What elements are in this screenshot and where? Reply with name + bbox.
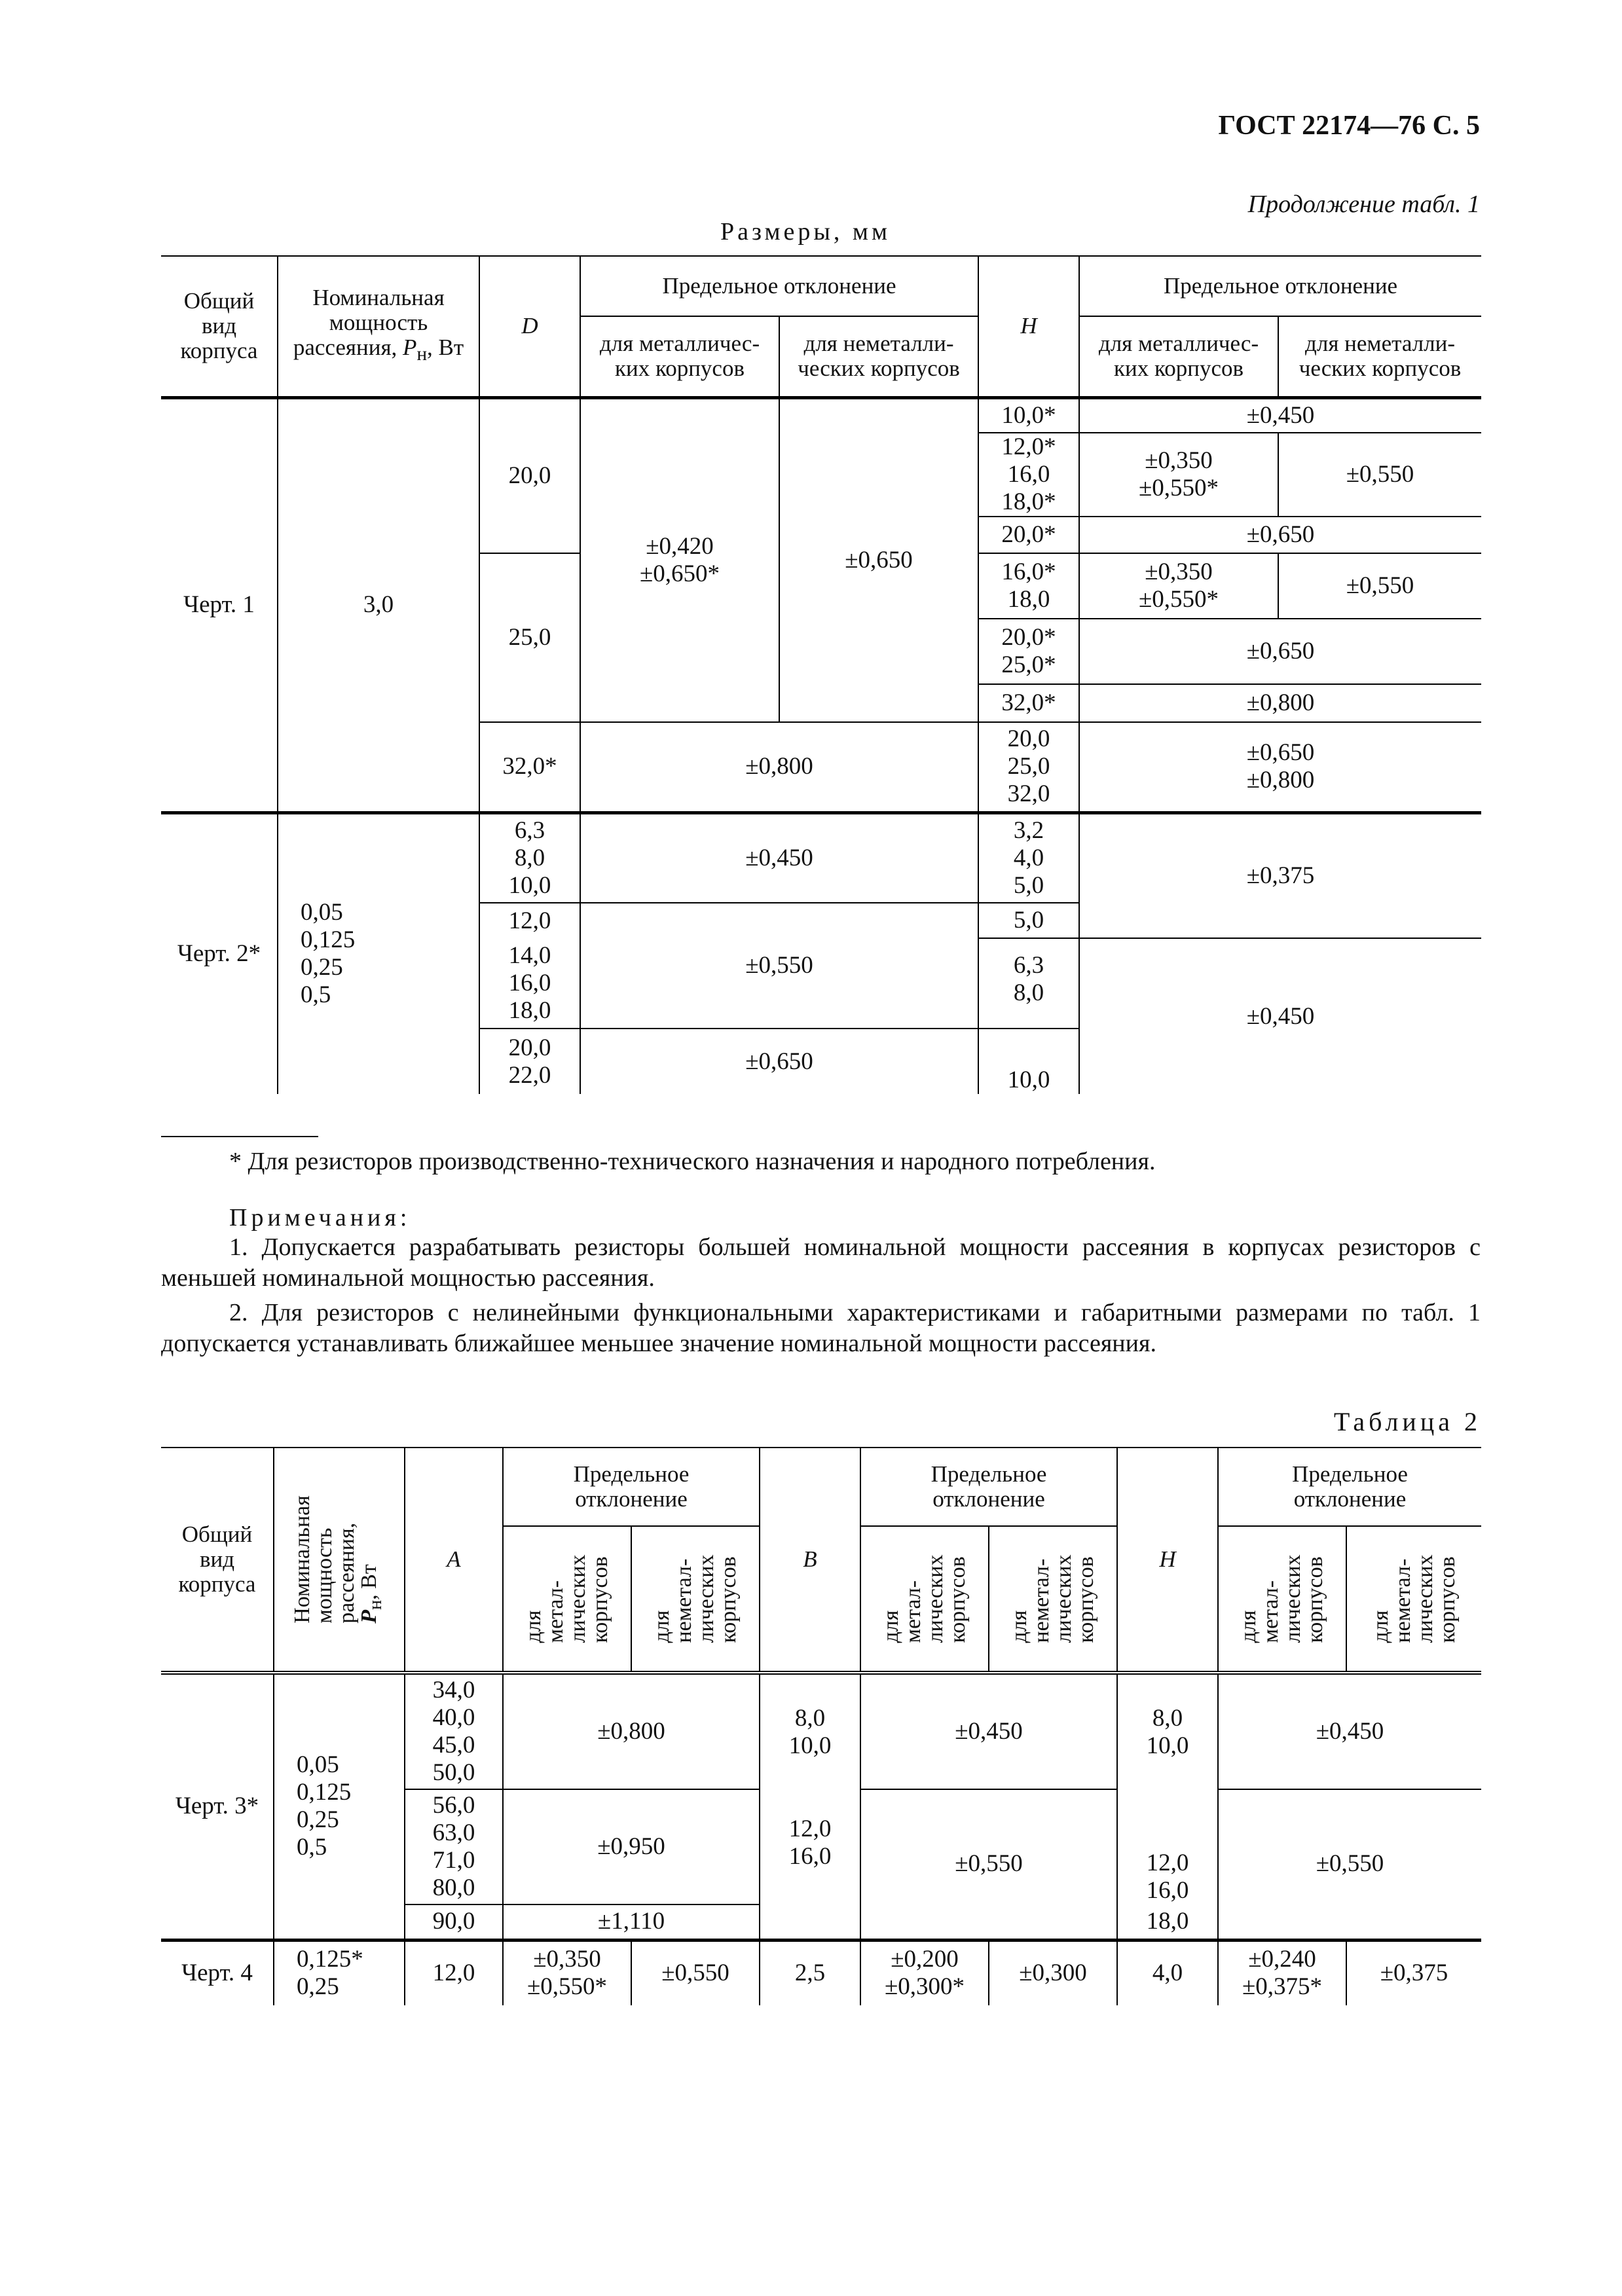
cell-h-dev: ±0,650 ±0,800 [1079,722,1481,812]
col-metal-h: для метал- лических корпусов [1218,1526,1346,1673]
cell-a: 90,0 [405,1904,503,1940]
footnote-divider [161,1136,318,1137]
table-row [161,1940,1481,2005]
cell-ch2: Черт. 2* [161,812,278,1094]
cell-h-dev-nonmetal: ±0,375 [1346,1940,1481,2005]
cell-d-dev: ±0,550 [580,903,978,1029]
col-metal-h: для металличес- ких корпусов [1079,316,1278,397]
cell-dev-n-2025: ±0,650 [779,397,978,722]
cell-h: 32,0* [978,684,1079,722]
col-metal-d: для металличес- ких корпусов [580,316,779,397]
cell-b-dev-nonmetal: ±0,300 [989,1940,1117,2005]
cell-p4: 0,125* 0,25 [274,1940,405,2005]
cell-h: 4,0 [1117,1940,1218,2005]
cell-h: 20,0* [978,517,1079,553]
cell-b: 8,0 10,0 [760,1673,860,1789]
cell-h-dev-nonmetal: ±0,550 [1278,433,1481,517]
cell-h: 8,0 10,0 [1117,1673,1218,1789]
cell-h: 20,0* 25,0* [978,619,1079,684]
col-nonmetal-b: для неметал- лических корпусов [989,1526,1117,1673]
cell-a: 34,0 40,0 45,0 50,0 [405,1673,503,1789]
cell-h-dev: ±0,450 [1079,397,1481,433]
col-deviation-h: Предельное отклонение [1218,1448,1481,1526]
col-nonmetal-h: для неметалли- ческих корпусов [1278,316,1481,397]
cell-dev-32: ±0,800 [580,722,978,812]
note-2: 2. Для резисторов с нелинейными функциональными характеристиками и габаритными размерами по табл. 1 допускается устанавливать ближайшее меньшее значение номинальной мощности рассеяния. [161,1299,1481,1357]
col-general-view: Общий вид корпуса [161,1448,274,1673]
col-metal-b: для метал- лических корпусов [860,1526,989,1673]
cell-d-dev: ±0,450 [580,812,978,903]
cell-b: 12,0 16,0 [760,1789,860,1940]
cell-h-dev-metal: ±0,350 ±0,550* [1079,433,1278,517]
cell-a-dev: ±1,110 [503,1904,760,1940]
cell-b-dev: ±0,450 [860,1673,1117,1789]
cell-a-dev-metal: ±0,350 ±0,550* [503,1940,631,2005]
table-row [161,397,1481,433]
cell-h: 12,0 16,0 [1117,1789,1218,1904]
cell-a-dev: ±0,800 [503,1673,760,1789]
col-deviation-d: Предельное отклонение [580,256,978,316]
table-1 [161,255,1481,1094]
cell-d32: 32,0* [479,722,580,812]
cell-h: 10,0* [978,397,1079,433]
cell-h: 16,0* 18,0 [978,553,1079,619]
cell-p1: 3,0 [278,397,479,812]
cell-h-dev-metal: ±0,240 ±0,375* [1218,1940,1346,2005]
cell-h-dev: ±0,550 [1218,1789,1481,1940]
table-row [161,1673,1481,1789]
cell-d25: 25,0 [479,553,580,722]
notes-title: Примечания: [229,1204,411,1231]
sizes-caption: Размеры, мм [720,218,891,246]
cell-ch3: Черт. 3* [161,1673,274,1940]
cell-b-dev-metal: ±0,200 ±0,300* [860,1940,989,2005]
cell-b: 2,5 [760,1940,860,2005]
cell-p2: 0,05 0,125 0,25 0,5 [278,812,479,1094]
cell-h-dev: ±0,650 [1079,517,1481,553]
col-a: A [405,1448,503,1673]
cell-h: 3,2 4,0 5,0 [978,812,1079,903]
page-header: ГОСТ 22174—76 С. 5 [1218,111,1480,141]
cell-h: 18,0 [1117,1904,1218,1940]
cell-h: 12,0* 16,0 18,0* [978,433,1079,517]
col-nonmetal-d: для неметалли- ческих корпусов [779,316,978,397]
col-metal-a: для метал- лических корпусов [503,1526,631,1673]
cell-a: 12,0 [405,1940,503,2005]
col-deviation-a: Предельное отклонение [503,1448,760,1526]
cell-h-dev: ±0,650 [1079,619,1481,684]
cell-h-dev: ±0,375 [1079,812,1481,938]
col-deviation-b: Предельное отклонение [860,1448,1117,1526]
col-power: Номинальная мощность рассеяния, $P_н$, Вт [274,1448,405,1673]
cell-h-dev: ±0,450 [1079,938,1481,1094]
cell-h-dev-metal: ±0,350 ±0,550* [1079,553,1278,619]
col-h: H [1117,1448,1218,1673]
table-row [161,812,1481,903]
cell-d: 20,0 22,0 [479,1029,580,1094]
cell-dev-m-2025: ±0,420 ±0,650* [580,397,779,722]
col-deviation-h: Предельное отклонение [1079,256,1481,316]
col-nonmetal-h: для неметал- лических корпусов [1346,1526,1481,1673]
cell-h-dev: ±0,450 [1218,1673,1481,1789]
cell-h-dev: ±0,800 [1079,684,1481,722]
cell-a-dev-nonmetal: ±0,550 [631,1940,760,2005]
cell-d: 12,0 [479,903,580,938]
cell-h: 5,0 [978,903,1079,938]
cell-ch4: Черт. 4 [161,1940,274,2005]
cell-d: 14,0 16,0 18,0 [479,938,580,1029]
cell-d-dev: ±0,650 [580,1029,978,1094]
table-continuation-label: Продолжение табл. 1 [1247,191,1480,218]
table-2-title: Таблица 2 [1333,1407,1481,1436]
cell-ch1: Черт. 1 [161,397,278,812]
col-h: H [978,256,1079,397]
cell-h: 10,0 [978,1029,1079,1094]
cell-p3: 0,05 0,125 0,25 0,5 [274,1673,405,1940]
footnote: * Для резисторов производственно-технического назначения и народного потребления. [229,1148,1156,1175]
col-d: D [479,256,580,397]
note-1: 1. Допускается разрабатывать резисторы большей номинальной мощности рассеяния в корпусах резисторов с меньшей номинальной мощностью рассеяния. [161,1233,1481,1292]
cell-h: 20,0 25,0 32,0 [978,722,1079,812]
col-general-view: Общий вид корпуса [161,256,278,397]
cell-d20: 20,0 [479,397,580,553]
cell-a: 56,0 63,0 71,0 80,0 [405,1789,503,1904]
col-power: Номинальная мощность рассеяния, $P_н$, Вт [278,256,479,397]
cell-b-dev: ±0,550 [860,1789,1117,1940]
col-b: B [760,1448,860,1673]
col-nonmetal-a: для неметал- лических корпусов [631,1526,760,1673]
cell-h-dev-nonmetal: ±0,550 [1278,553,1481,619]
cell-d: 6,3 8,0 10,0 [479,812,580,903]
cell-h: 6,3 8,0 [978,938,1079,1029]
table-2 [161,1447,1481,2005]
cell-a-dev: ±0,950 [503,1789,760,1904]
